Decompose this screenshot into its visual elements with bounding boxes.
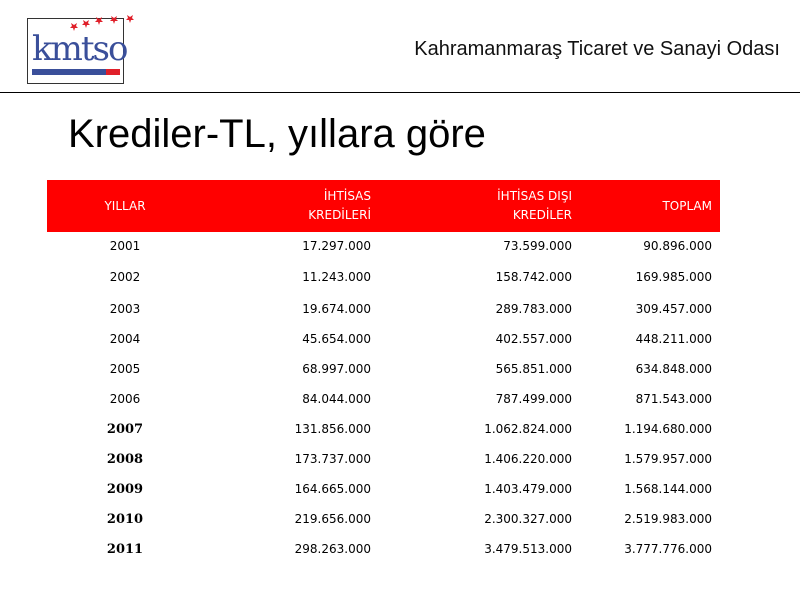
cell-total: 1.194.680.000 [624, 422, 712, 436]
cell-year: 2011 [106, 541, 144, 557]
table-row [47, 384, 720, 414]
cell-non-specialized: 1.406.220.000 [484, 452, 572, 466]
cell-specialized: 11.243.000 [302, 270, 371, 284]
cell-specialized: 45.654.000 [302, 332, 371, 346]
slide-header [0, 0, 800, 93]
cell-specialized: 68.997.000 [302, 362, 371, 376]
cell-non-specialized: 73.599.000 [503, 239, 572, 253]
cell-total: 309.457.000 [635, 302, 712, 316]
logo-band [32, 69, 120, 75]
table-header-row [47, 180, 720, 232]
table-row [47, 414, 720, 444]
cell-non-specialized: 402.557.000 [495, 332, 572, 346]
cell-year: 2008 [106, 451, 144, 467]
column-header-years: YILLAR [104, 198, 146, 213]
table-row [47, 534, 720, 564]
kmtso-logo [27, 18, 127, 84]
cell-non-specialized: 787.499.000 [495, 392, 572, 406]
cell-year: 2002 [109, 270, 141, 284]
cell-specialized: 17.297.000 [302, 239, 371, 253]
cell-total: 3.777.776.000 [624, 542, 712, 556]
cell-year: 2009 [106, 481, 144, 497]
organization-name: Kahramanmaraş Ticaret ve Sanayi Odası [414, 38, 780, 60]
table-row [47, 504, 720, 534]
cell-specialized: 173.737.000 [294, 452, 371, 466]
table-row [47, 354, 720, 384]
cell-non-specialized: 1.403.479.000 [484, 482, 572, 496]
cell-year: 2010 [106, 511, 144, 527]
cell-total: 2.519.983.000 [624, 512, 712, 526]
cell-non-specialized: 565.851.000 [495, 362, 572, 376]
cell-total: 1.579.957.000 [624, 452, 712, 466]
cell-non-specialized: 289.783.000 [495, 302, 572, 316]
cell-specialized: 219.656.000 [294, 512, 371, 526]
cell-specialized: 131.856.000 [294, 422, 371, 436]
table-row [47, 232, 720, 260]
table-row [47, 324, 720, 354]
cell-total: 634.848.000 [635, 362, 712, 376]
cell-year: 2001 [109, 239, 141, 253]
cell-non-specialized: 2.300.327.000 [484, 512, 572, 526]
cell-total: 448.211.000 [635, 332, 712, 346]
cell-specialized: 19.674.000 [302, 302, 371, 316]
table-row [47, 444, 720, 474]
cell-year: 2006 [109, 392, 141, 406]
table-row [47, 260, 720, 294]
column-header-total: TOPLAM [662, 198, 712, 213]
column-header-specialized-credits: İHTİSAS KREDİLERİ [308, 189, 371, 222]
cell-total: 90.896.000 [643, 239, 712, 253]
cell-specialized: 164.665.000 [294, 482, 371, 496]
credit-table [47, 180, 720, 564]
cell-specialized: 84.044.000 [302, 392, 371, 406]
cell-year: 2005 [109, 362, 141, 376]
table-row [47, 474, 720, 504]
cell-non-specialized: 1.062.824.000 [484, 422, 572, 436]
cell-year: 2003 [109, 302, 141, 316]
cell-non-specialized: 3.479.513.000 [484, 542, 572, 556]
cell-total: 169.985.000 [635, 270, 712, 284]
cell-specialized: 298.263.000 [294, 542, 371, 556]
cell-non-specialized: 158.742.000 [495, 270, 572, 284]
slide-title: Krediler-TL, yıllara göre [68, 112, 486, 156]
table-row [47, 294, 720, 324]
table-body [47, 232, 720, 564]
cell-total: 1.568.144.000 [624, 482, 712, 496]
column-header-non-specialized-credits: İHTİSAS DIŞI KREDİLER [497, 189, 572, 222]
cell-year: 2007 [106, 421, 144, 437]
logo-wordmark: kmtso [32, 29, 127, 69]
cell-year: 2004 [109, 332, 141, 346]
cell-total: 871.543.000 [635, 392, 712, 406]
